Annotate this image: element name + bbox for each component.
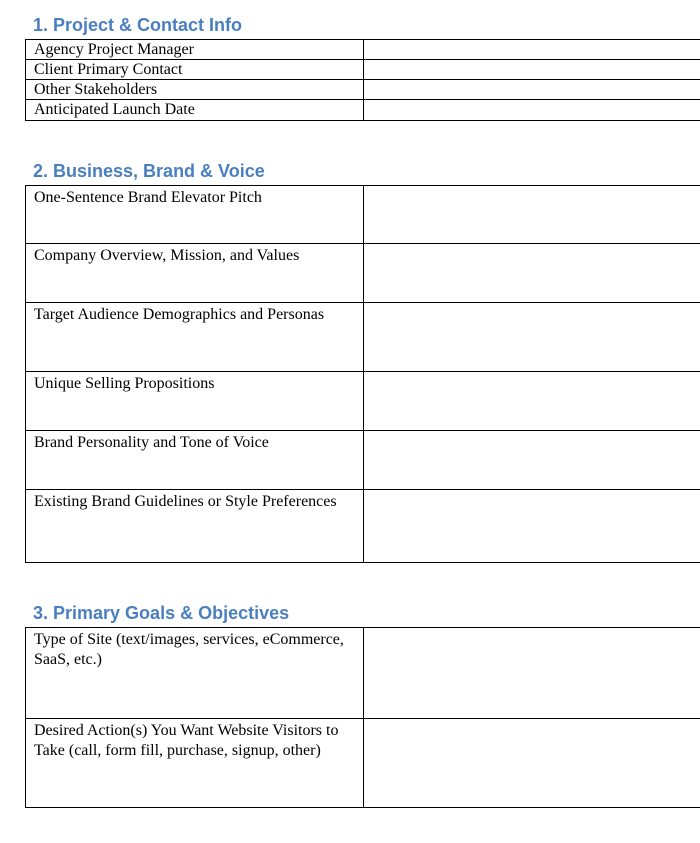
brand-personality-label: Brand Personality and Tone of Voice: [26, 431, 364, 490]
target-audience-field[interactable]: [364, 303, 700, 372]
table-row: [26, 60, 700, 80]
table-row: [26, 431, 700, 490]
agency-project-manager-field[interactable]: [364, 40, 700, 60]
brand-personality-field[interactable]: [364, 431, 700, 490]
section-heading-primary-goals: 3. Primary Goals & Objectives: [33, 603, 290, 623]
brand-elevator-pitch-label: One-Sentence Brand Elevator Pitch: [26, 186, 364, 244]
business-brand-voice-table: [25, 185, 700, 563]
table-row: [26, 719, 700, 808]
brand-guidelines-field[interactable]: [364, 490, 700, 563]
client-primary-contact-field[interactable]: [364, 60, 700, 80]
type-of-site-field[interactable]: [364, 628, 700, 719]
company-overview-label: Company Overview, Mission, and Values: [26, 244, 364, 303]
brand-elevator-pitch-field[interactable]: [364, 186, 700, 244]
table-row: [26, 303, 700, 372]
target-audience-label: Target Audience Demographics and Personas: [26, 303, 364, 372]
section-heading-business-brand-voice: 2. Business, Brand & Voice: [33, 161, 265, 181]
desired-actions-field[interactable]: [364, 719, 700, 808]
company-overview-field[interactable]: [364, 244, 700, 303]
client-primary-contact-label: Client Primary Contact: [26, 60, 364, 80]
brand-guidelines-label: Existing Brand Guidelines or Style Preferences: [26, 490, 364, 563]
table-row: [26, 628, 700, 719]
table-row: [26, 80, 700, 100]
agency-project-manager-label: Agency Project Manager: [26, 40, 364, 60]
anticipated-launch-date-label: Anticipated Launch Date: [26, 100, 364, 121]
primary-goals-table: [25, 627, 700, 808]
unique-selling-propositions-label: Unique Selling Propositions: [26, 372, 364, 431]
other-stakeholders-label: Other Stakeholders: [26, 80, 364, 100]
anticipated-launch-date-field[interactable]: [364, 100, 700, 121]
project-contact-info-table: [25, 39, 700, 121]
table-row: [26, 186, 700, 244]
desired-actions-label: Desired Action(s) You Want Website Visitors to Take (call, form fill, purchase, signup, other): [26, 719, 364, 808]
table-row: [26, 244, 700, 303]
table-row: [26, 100, 700, 121]
other-stakeholders-field[interactable]: [364, 80, 700, 100]
type-of-site-label: Type of Site (text/images, services, eCommerce, SaaS, etc.): [26, 628, 364, 719]
section-heading-project-contact-info: 1. Project & Contact Info: [33, 15, 243, 35]
table-row: [26, 372, 700, 431]
table-row: [26, 490, 700, 563]
table-row: [26, 40, 700, 60]
unique-selling-propositions-field[interactable]: [364, 372, 700, 431]
